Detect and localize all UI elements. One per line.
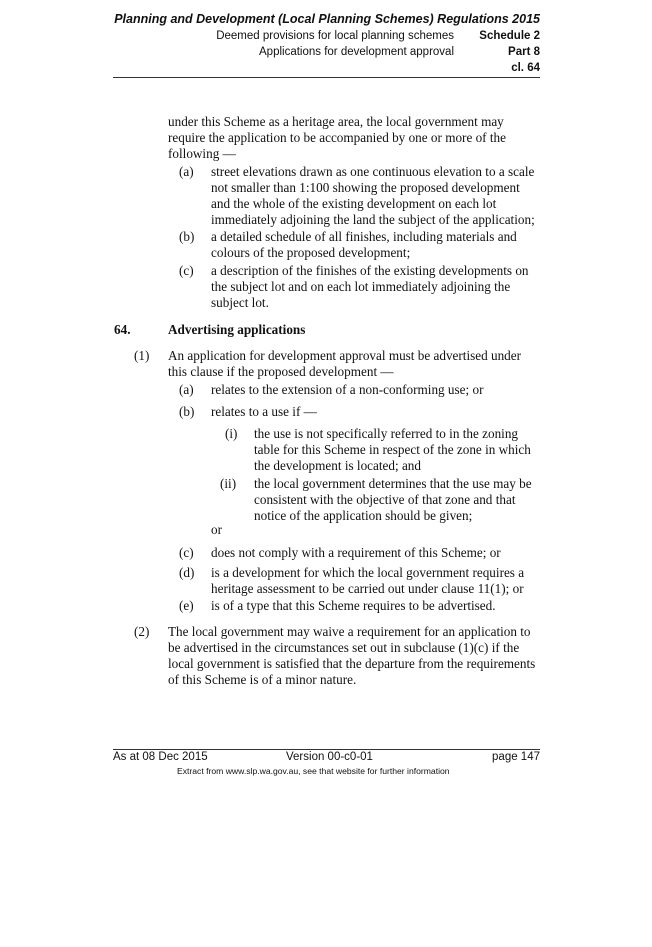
text-line: local government is satisfied that the departure from the requirements [168, 656, 536, 671]
subclause-number: (1) [134, 348, 150, 363]
text-line: subject lot. [211, 295, 269, 310]
footer-page-number: page 147 [492, 751, 540, 763]
connector-or: or [211, 522, 222, 537]
item-number: (c) [179, 263, 194, 278]
paragraph-d [211, 565, 541, 597]
item-number: (a) [179, 382, 194, 397]
text-line: and the whole of the existing development on each lot [211, 196, 497, 211]
text-line: is a development for which the local government requires a [211, 565, 525, 580]
intro-item-b [211, 229, 541, 261]
text-line: require the application to be accompanied by one or more of the [168, 130, 506, 145]
clause-number: 64. [114, 322, 131, 337]
footer-version: Version 00-c0-01 [286, 751, 373, 763]
item-number: (a) [179, 164, 194, 179]
header-row-clause [454, 62, 540, 74]
text-line: under this Scheme as a heritage area, the local government may [168, 114, 504, 129]
header-row-schedule [216, 30, 540, 42]
item-number: (ii) [220, 476, 237, 491]
item-number: (i) [225, 426, 238, 441]
text-line: the local government determines that the use may be [254, 476, 532, 491]
item-number: (c) [179, 545, 194, 560]
footer-extract-note: Extract from www.slp.wa.gov.au, see that website for further information [177, 766, 450, 776]
header-row-value: cl. 64 [511, 62, 540, 74]
subparagraph-i [254, 426, 544, 474]
paragraph-e: is of a type that this Scheme requires to be advertised. [211, 598, 496, 613]
intro-item-a [211, 164, 541, 228]
header-row-value: Schedule 2 [479, 30, 540, 42]
clause-heading: Advertising applications [168, 322, 306, 337]
text-line: notice of the application should be given; [254, 508, 473, 523]
text-line: the development is located; and [254, 458, 421, 473]
text-line: consistent with the objective of that zone and that [254, 492, 516, 507]
item-number: (b) [179, 229, 195, 244]
header-rule [113, 77, 540, 78]
text-line: of this Scheme is of a minor nature. [168, 672, 357, 687]
intro-paragraph [168, 114, 540, 162]
text-line: table for this Scheme in respect of the zone in which [254, 442, 531, 457]
text-line: heritage assessment to be carried out under clause 11(1); or [211, 581, 524, 596]
item-number: (e) [179, 598, 194, 613]
header-row-label: Deemed provisions for local planning schemes [216, 30, 454, 42]
footer-date: As at 08 Dec 2015 [113, 751, 208, 763]
text-line: colours of the proposed development; [211, 245, 411, 260]
text-line: immediately adjoining the land the subject of the application; [211, 212, 535, 227]
text-line: this clause if the proposed development — [168, 364, 394, 379]
intro-item-c [211, 263, 541, 311]
document-title: Planning and Development (Local Planning Schemes) Regulations 2015 [114, 12, 540, 26]
text-line: the use is not specifically referred to in the zoning [254, 426, 519, 441]
header-row-label: Applications for development approval [259, 46, 454, 58]
text-line: An application for development approval must be advertised under [168, 348, 522, 363]
subparagraph-ii [254, 476, 544, 524]
text-line: not smaller than 1:100 showing the proposed development [211, 180, 520, 195]
header-row-part [259, 46, 540, 58]
subclause-number: (2) [134, 624, 150, 639]
text-line: a description of the finishes of the existing developments on [211, 263, 529, 278]
paragraph-a: relates to the extension of a non-conforming use; or [211, 382, 484, 397]
header-row-value: Part 8 [508, 46, 540, 58]
paragraph-c: does not comply with a requirement of this Scheme; or [211, 545, 501, 560]
text-line: a detailed schedule of all finishes, including materials and [211, 229, 517, 244]
text-line: be advertised in the circumstances set out in subclause (1)(c) if the [168, 640, 520, 655]
text-line: the subject lot and on each lot immediately adjoining the [211, 279, 511, 294]
item-number: (b) [179, 404, 195, 419]
paragraph-b: relates to a use if — [211, 404, 317, 419]
footer-rule [113, 749, 540, 750]
item-number: (d) [179, 565, 195, 580]
subclause-2-text [168, 624, 540, 688]
subclause-1-text [168, 348, 540, 380]
text-line: street elevations drawn as one continuous elevation to a scale [211, 164, 535, 179]
text-line: The local government may waive a requirement for an application to [168, 624, 531, 639]
text-line: following — [168, 146, 236, 161]
